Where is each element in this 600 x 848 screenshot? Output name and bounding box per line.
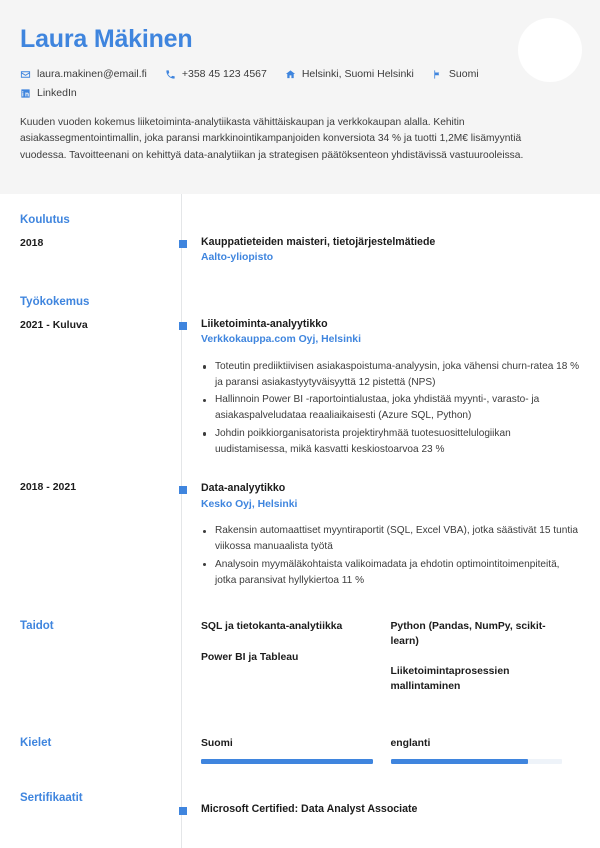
experience-job-1-title: Liiketoiminta-analyytikko (201, 317, 328, 330)
experience-job-1-company: Verkkokauppa.com Oyj, Helsinki (201, 334, 361, 346)
language-level-bar (391, 759, 563, 764)
section-title-education: Koulutus (20, 214, 70, 226)
section-experience-job-2 (0, 481, 600, 590)
flag-icon (432, 69, 443, 80)
experience-job-1-date: 2021 - Kuluva (20, 318, 88, 331)
education-degree: Kauppatieteiden maisteri, tietojärjestelmätiede (201, 236, 436, 248)
contact-location (285, 68, 414, 82)
contact-phone[interactable] (165, 68, 267, 82)
skills-left (0, 620, 181, 643)
square-bullet-icon (179, 240, 187, 248)
experience-job-2-company: Kesko Oyj, Helsinki (201, 498, 298, 510)
experience-entry-1 (201, 317, 580, 459)
contact-nationality (432, 68, 479, 82)
square-bullet-icon (179, 486, 187, 494)
skills-column-left (201, 620, 391, 710)
skill-item: SQL ja tietokanta-analytiikka (201, 621, 343, 633)
contact-email[interactable] (20, 68, 147, 82)
languages-right (181, 737, 600, 765)
language-level-bar (201, 759, 373, 764)
contact-nationality-label: Suomi (448, 67, 479, 80)
list-item: Johdin poikkiorganisatorista projektiryhmää tuotesuosittelulogiikan uudistamisessa, mikä kasvatti keskiostoarvoa 23 % (201, 426, 580, 457)
section-languages (0, 737, 600, 765)
section-certificates (0, 792, 600, 817)
square-bullet-icon (179, 322, 187, 330)
contact-email-label: laura.makinen@email.fi (37, 67, 147, 80)
section-title-skills: Taidot (20, 620, 54, 633)
education-date: 2018 (20, 236, 44, 249)
contact-line-primary (20, 68, 580, 82)
contact-location-label: Helsinki, Suomi Helsinki (301, 67, 414, 80)
section-skills (0, 620, 600, 710)
language-item-suomi (201, 737, 391, 765)
experience-2-left (0, 481, 181, 495)
resume-header (0, 0, 600, 194)
experience-job-2-title: Data-analyytikko (201, 482, 286, 495)
profile-summary: Kuuden vuoden kokemus liiketoiminta-analytiikasta vähittäiskaupan ja verkkokaupan alalla. Kehitin asiakassegmentointimallin, joka paransi markkinointikampanjoiden konversiota 34 % ja tuotti 1,2M€ lisämyyntiä vuodessa. Tavoitteenani on kehittyä data-analytiikan ja strategisen päätöksenteon yhdistävissä vastuurooleissa. (20, 116, 524, 161)
experience-job-2-date: 2018 - 2021 (20, 481, 77, 494)
avatar (518, 18, 582, 82)
languages-left (0, 737, 181, 760)
certificate-name: Microsoft Certified: Data Analyst Associate (201, 803, 418, 816)
skills-grid (201, 620, 580, 710)
language-name: Suomi (201, 737, 233, 749)
list-item: Analysoin myymäläkohtaista valikoimadata ja ehdotin optimointitoimenpiteitä, jotka paransivat hyllykiertoa 11 % (201, 557, 580, 588)
experience-right (181, 296, 600, 459)
language-level-fill (391, 759, 528, 764)
email-icon (20, 69, 31, 80)
list-item: Rakensin automaattiset myyntiraportit (SQL, Excel VBA), jotka säästivät 15 tuntia viikossa manuaalista työtä (201, 523, 580, 554)
section-experience (0, 296, 600, 459)
experience-job-1-bullets (201, 359, 580, 457)
skill-item: Liiketoimintaprosessien mallintaminen (390, 666, 510, 692)
skill-item: Power BI ja Tableau (201, 651, 299, 663)
list-item: Toteutin prediiktiivisen asiakaspoistuma-analyysin, joka vähensi churn-ratea 18 % ja paransi asiakastyytyväisyyttä 12 pistettä (NPS) (201, 359, 580, 390)
section-title-experience: Työkokemus (20, 295, 90, 308)
contact-linkedin-label: LinkedIn (37, 87, 77, 100)
experience-left (0, 296, 181, 332)
language-level-fill (201, 759, 373, 764)
education-entry (201, 235, 580, 266)
list-item: Hallinnoin Power BI -raportointialustaa, joka yhdistää myynti-, varasto- ja asiakaspalveludataa reaaliaikaisesti (Azure SQL, Python) (201, 392, 580, 423)
resume-body (0, 194, 600, 817)
experience-job-2-bullets (201, 523, 580, 588)
certificates-left (0, 792, 181, 815)
language-name: englanti (390, 737, 431, 749)
linkedin-icon (20, 88, 31, 99)
contact-line-secondary (20, 87, 580, 101)
skill-item: Python (Pandas, NumPy, scikit-learn) (390, 621, 546, 647)
certificate-entry (201, 802, 580, 817)
section-title-certificates: Sertifikaatit (20, 792, 83, 805)
languages-grid (201, 737, 580, 765)
home-icon (285, 69, 296, 80)
section-education (0, 214, 600, 266)
education-right (181, 214, 600, 266)
contact-linkedin[interactable] (20, 87, 77, 101)
language-item-englanti (391, 737, 581, 765)
square-bullet-icon (179, 807, 187, 815)
skills-column-right (391, 620, 581, 710)
experience-2-right (181, 481, 600, 590)
contact-info (20, 68, 580, 101)
education-institution: Aalto-yliopisto (201, 252, 274, 264)
experience-entry-2 (201, 481, 580, 590)
phone-icon (165, 69, 176, 80)
skills-right (181, 620, 600, 710)
education-left (0, 214, 181, 250)
certificates-right (181, 792, 600, 817)
page-title: Laura Mäkinen (20, 25, 193, 53)
contact-phone-label: +358 45 123 4567 (181, 67, 267, 80)
section-title-languages: Kielet (20, 736, 52, 749)
